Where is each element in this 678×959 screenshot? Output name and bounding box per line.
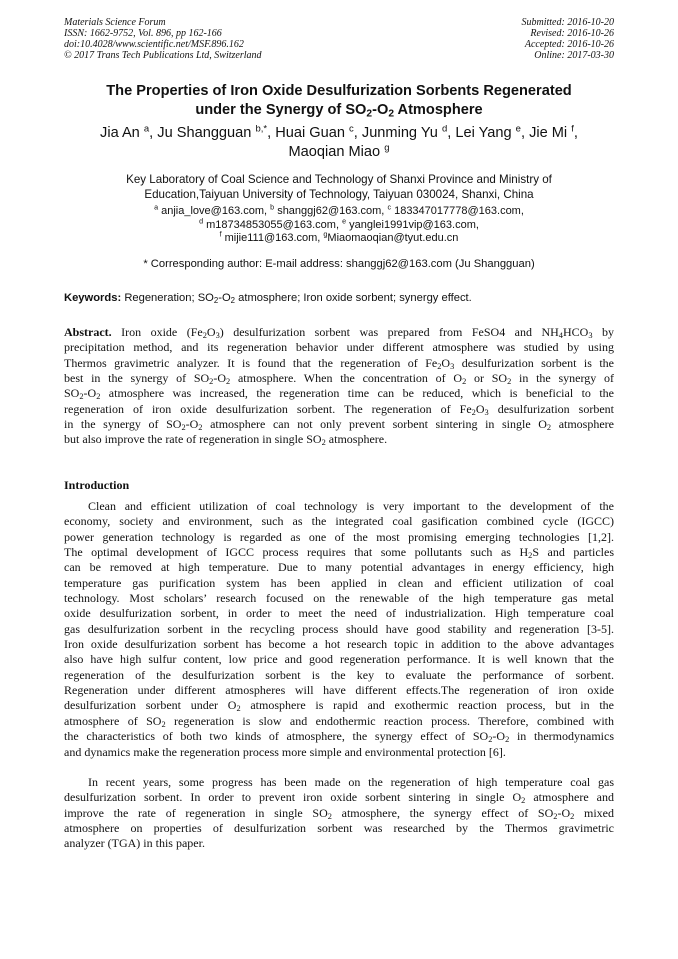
author-affil-mark: e [515, 123, 521, 135]
email-mark: g [323, 230, 328, 239]
text-line: economy, society and environment, such as the integrated coal gasification combined cycle (IGCC) [64, 514, 614, 529]
email-link[interactable]: anjia_love@163.com, [161, 205, 268, 217]
affiliation [64, 172, 614, 202]
submission-dates [522, 17, 615, 61]
email-mark: e [342, 217, 347, 226]
text-line: Thermos gravimetric analyzer. It is found that the regeneration of $Fe_2O_3$ desulfurization sorbent is the [64, 355, 614, 371]
email-link[interactable]: 183347017778@163.com, [394, 205, 524, 217]
text-line: temperature gas purification system has been applied in clean and efficient utilization of coal [64, 575, 614, 590]
author-affil-mark: d [441, 123, 448, 135]
text-line: can be removed at high temperature. Due to many potential advantages in energy efficiency, high [64, 560, 614, 575]
text-line: regeneration of the desulfurization sorbent is the key to evaluate the performance of sorbent. [64, 667, 614, 682]
introduction-paragraph-1 [64, 499, 614, 760]
email-link[interactable]: m18734853055@163.com, [206, 218, 339, 231]
title-subscript: 2 [366, 108, 373, 120]
email-link[interactable]: yanglei1991vip@163.com, [349, 218, 479, 231]
text-line: In recent years, some progress has been made on the regeneration of high temperature coal gas [88, 775, 614, 789]
accepted-date: Accepted: 2016-10-26 [524, 39, 614, 50]
text-line: desulfurization sorbent under $O_2$ atmosphere is rapid and exothermic reaction process, but in the [64, 698, 614, 714]
text-line: precipitation method, and its regeneration behavior under different atmosphere was studied by using [64, 340, 614, 355]
author-list [64, 124, 614, 162]
issn-line: ISSN: 1662-9752, Vol. 896, pp 162-166 [64, 28, 222, 39]
introduction-paragraph-2 [64, 775, 614, 852]
author-affil-mark: g [384, 142, 390, 154]
journal-name: Materials Science Forum [64, 17, 166, 28]
email-mark: b [270, 203, 275, 212]
text-line: analyzer (TGA) in this paper. [64, 836, 205, 851]
text-line: atmosphere of $SO_2$ regeneration is slow and endothermic reaction process. Therefore, combined with [64, 713, 614, 729]
email-link[interactable]: Miaomaoqian@tyut.edu.cn [327, 232, 459, 244]
text-line: oxide desulfurization sorbent, in order to meet the need of industrialization. High temperature coal [64, 606, 614, 621]
copyright-line: © 2017 Trans Tech Publications Ltd, Switzerland [64, 50, 262, 61]
text-line: the characteristics of both two kinds of atmosphere, the synergy effect of $SO_2-O_2$ in thermodynamics [64, 729, 614, 745]
text-line: gas desulfurization sorbent in the recycling process should have good stability and regeneration [3-5]. [64, 621, 614, 636]
revised-date: Revised: 2016-10-26 [530, 28, 614, 39]
email-line-2 [64, 219, 614, 233]
author-line-1: Jia An $^a$, Ju Shangguan $^{b,*}$, Huai Guan $^c$, Junming Yu $^d$, Lei Yang $^e$, Jie Mi $^f$, [100, 123, 578, 141]
title-text: -O [372, 102, 389, 118]
text-line: Iron oxide desulfurization sorbent has become a hot research topic in addition to the above advantages [64, 637, 614, 652]
abstract [64, 325, 614, 448]
text-line: Clean and efficient utilization of coal technology is very important to the development of the [88, 499, 614, 513]
text-line: best in the synergy of $SO_2-O_2$ atmosphere. When the concentration of $O_2$ or $SO_2$ in the synergy of [64, 371, 614, 387]
corresponding-author: * Corresponding author: E-mail address: shanggj62@163.com (Ju Shangguan) [143, 258, 535, 270]
author-affil-mark: c [349, 123, 354, 135]
text-line: atmosphere on properties of desulfurization sorbent was researched by the Thermos gravimetric [64, 821, 614, 836]
journal-info [64, 17, 262, 61]
doi-line: doi:10.4028/www.scientific.net/MSF.896.162 [64, 39, 244, 50]
section-heading-introduction: Introduction [64, 478, 130, 492]
keywords-text: Regeneration; $SO_2-O_2$ atmosphere; Iron oxide sorbent; synergy effect. [124, 292, 472, 305]
email-link[interactable]: shanggj62@163.com, [277, 205, 385, 217]
text-line: Abstract. Iron oxide $(Fe_2O_3)$ desulfurization sorbent was prepared from FeSO4 and $NH_4HCO_3$ by [64, 325, 614, 341]
title-text: Atmosphere [394, 102, 483, 118]
submitted-date: Submitted: 2016-10-20 [521, 17, 614, 28]
text-line: The optimal development of IGCC process requires that some pollutants such as $H_2S$ and particles [64, 545, 614, 561]
email-line-3 [64, 232, 614, 246]
keywords-label: Keywords: [64, 292, 122, 304]
text-line: also have high sulfur content, low price and good regeneration performance. It is well known that the [64, 652, 614, 667]
text-line: in the synergy of $SO_2-O_2$ atmosphere can not only prevent sorbent sintering in single $O_2$ atmosphere [64, 417, 614, 433]
author-affil-mark: b,* [255, 123, 268, 135]
keywords [64, 291, 614, 305]
email-link[interactable]: mijie111@163.com, [224, 232, 321, 244]
author-name: Jie Mi [529, 125, 568, 141]
author-name: Jia An [100, 125, 140, 141]
title-line-2 [70, 101, 608, 120]
title-text: under the Synergy of SO [195, 102, 367, 118]
text-line: technology. Most scholars’ research focused on the renewable of the high temperature gas metal [64, 591, 614, 606]
text-line: and dynamics make the regeneration process more simple and environmental protection [6]. [64, 744, 506, 759]
author-name: Huai Guan [275, 125, 345, 141]
affiliation-line-1: Key Laboratory of Coal Science and Technology of Shanxi Province and Ministry of [126, 173, 552, 186]
affiliation-line-2: Education,Taiyuan University of Technology, Taiyuan 030024, Shanxi, China [144, 188, 534, 201]
text-line: regeneration of iron oxide desulfurization sorbent. The regeneration of $Fe_2O_3$ desulfurization sorbent [64, 401, 614, 417]
text-line: Regeneration under different atmospheres will have different effects.The regeneration of iron oxide [64, 683, 614, 698]
email-line-1 [64, 205, 614, 219]
text-line: $SO_2-O_2$ atmosphere was increased, the regeneration time can be reduced, which is beneficial to the [64, 386, 614, 402]
author-name: Junming Yu [361, 125, 438, 141]
author-name: Lei Yang [455, 125, 512, 141]
text-line: but also improve the rate of regeneration in single $SO_2$ atmosphere. [64, 432, 388, 448]
title-line-1: The Properties of Iron Oxide Desulfurization Sorbents Regenerated [106, 83, 572, 99]
author-affil-mark: a [143, 123, 150, 135]
title-subscript: 2 [388, 108, 395, 120]
author-line-2 [64, 143, 614, 162]
text-line: improve the rate of regeneration in single $SO_2$ atmosphere, the synergy effect of $SO_2-O_2$ mixed [64, 805, 614, 821]
author-affil-mark: f [571, 123, 574, 135]
online-date: Online: 2017-03-30 [534, 50, 614, 61]
email-mark: a [154, 203, 159, 212]
email-mark: f [219, 230, 222, 239]
author-name: Maoqian Miao [288, 144, 381, 160]
text-line: power generation technology is regarded as one of the most promising emerging technologies [1,2]. [64, 529, 614, 544]
author-name: Ju Shangguan [157, 125, 252, 141]
email-mark: d [199, 217, 204, 226]
email-mark: c [387, 203, 392, 212]
author-emails [64, 205, 614, 246]
paper-title [70, 82, 608, 120]
abstract-label: Abstract. [64, 325, 112, 339]
text-line: desulfurization sorbent. In order to prevent iron oxide sorbent sintering in single $O_2$ atmosphere and [64, 790, 614, 806]
